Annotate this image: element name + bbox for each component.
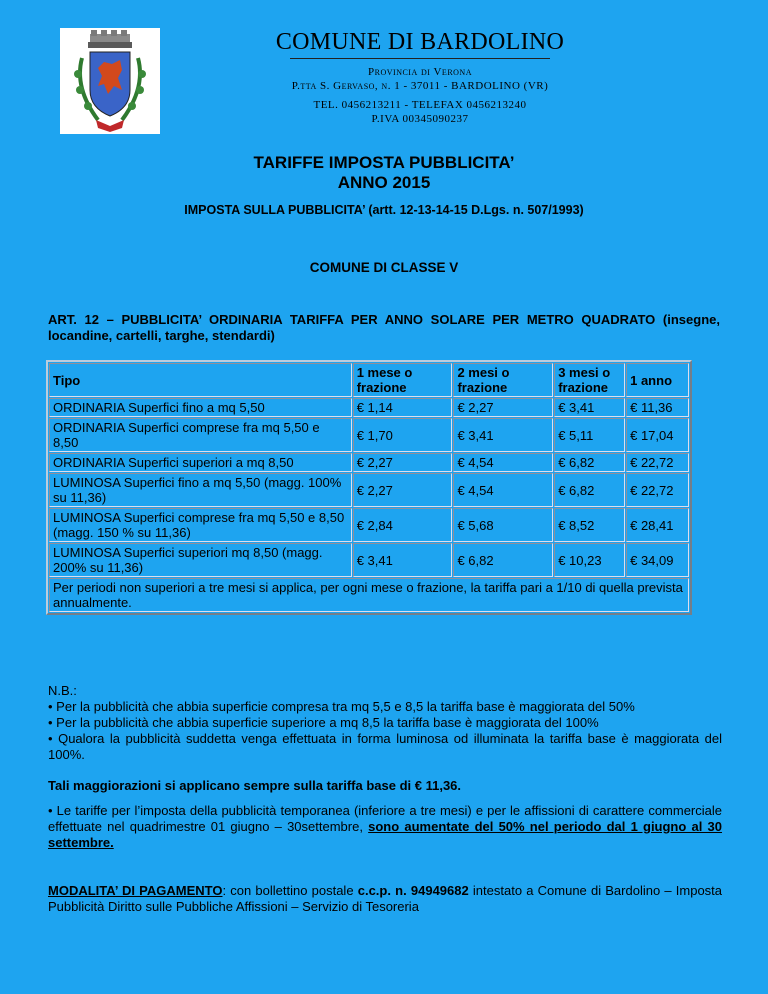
temporanea-text: • Le tariffe per l’imposta della pubblicità temporanea (inferiore a tre mesi) e per le affissioni di carattere commerciale effettuate nel quadrimestre 01 giugno – 30settembre,	[48, 803, 722, 834]
ccp-number: c.c.p. n. 94949682	[357, 883, 469, 898]
table-row	[49, 543, 689, 577]
letterhead	[200, 28, 640, 126]
document-title: TARIFFE IMPOSTA PUBBLICITA’	[253, 153, 515, 172]
temporanea-bold: sono aumentate del 50% nel periodo dal 1 giugno al 30 settembre.	[48, 819, 723, 850]
column-header: 1 anno	[626, 363, 689, 397]
table-cell: € 8,52	[554, 508, 625, 542]
table-cell: € 2,27	[353, 473, 453, 507]
table-cell: € 11,36	[626, 398, 689, 417]
pagamento-text2: intestato a Comune di Bardolino – Imposta Pubblicità Diritto sulle Pubbliche Affissioni – Servizio di Tesoreria	[48, 883, 723, 914]
provincia: Provincia di Verona	[368, 66, 472, 78]
document-year: ANNO 2015	[337, 173, 431, 192]
table-cell: LUMINOSA Superfici superiori mq 8,50 (magg. 200% su 11,36)	[49, 543, 352, 577]
pagamento-label: MODALITA’ DI PAGAMENTO	[48, 883, 223, 898]
table-row	[49, 418, 689, 452]
header-divider	[290, 58, 550, 59]
table-cell: € 1,70	[353, 418, 453, 452]
table-header-row	[49, 363, 689, 397]
table-cell: € 6,82	[554, 473, 625, 507]
table-cell: € 2,27	[453, 398, 553, 417]
table-cell: € 3,41	[554, 398, 625, 417]
document-subtitle: IMPOSTA SULLA PUBBLICITA’ (artt. 12-13-14-15 D.Lgs. n. 507/1993)	[184, 203, 584, 217]
table-cell: € 22,72	[626, 473, 689, 507]
table-cell: € 2,84	[353, 508, 453, 542]
art12-heading: ART. 12 – PUBBLICITA’ ORDINARIA TARIFFA PER ANNO SOLARE PER METRO QUADRATO (insegne, locandine, cartelli, targhe, stendardi)	[48, 312, 720, 343]
comune-name: COMUNE DI BARDOLINO	[275, 29, 565, 55]
pagamento-text1: : con bollettino postale	[222, 883, 358, 898]
table-cell: € 1,14	[353, 398, 453, 417]
table-cell: € 5,68	[453, 508, 553, 542]
table-cell: € 4,54	[453, 453, 553, 472]
table-cell: € 3,41	[353, 543, 453, 577]
table-cell: € 34,09	[626, 543, 689, 577]
table-row	[49, 473, 689, 507]
table-cell: € 5,11	[554, 418, 625, 452]
pagamento-note	[48, 883, 722, 915]
table-cell: € 6,82	[554, 453, 625, 472]
maggiorazioni-note: Tali maggiorazioni si applicano sempre sulla tariffa base di € 11,36.	[48, 778, 462, 793]
table-row	[49, 508, 689, 542]
table-cell: € 17,04	[626, 418, 689, 452]
address: P.tta S. Gervaso, n. 1 - 37011 - BARDOLINO (VR)	[291, 80, 549, 92]
table-cell: € 3,41	[453, 418, 553, 452]
table-cell: € 6,82	[453, 543, 553, 577]
column-header: 2 mesi o frazione	[453, 363, 553, 397]
table-cell: € 10,23	[554, 543, 625, 577]
comune-classe: COMUNE DI CLASSE V	[309, 260, 459, 275]
table-cell: ORDINARIA Superfici fino a mq 5,50	[49, 398, 352, 417]
nb-label: N.B.:	[48, 683, 77, 698]
table-footer-row	[49, 578, 689, 612]
table-cell: € 28,41	[626, 508, 689, 542]
nb-item: • Qualora la pubblicità suddetta venga effettuata in forma luminosa od illuminata la tariffa base è maggiorata del 100%.	[48, 731, 722, 762]
table-row	[49, 453, 689, 472]
table-cell: ORDINARIA Superfici comprese fra mq 5,50 e 8,50	[49, 418, 352, 452]
partita-iva: P.IVA 00345090237	[371, 113, 469, 125]
table-cell: LUMINOSA Superfici fino a mq 5,50 (magg. 100% su 11,36)	[49, 473, 352, 507]
table-footer-note: Per periodi non superiori a tre mesi si applica, per ogni mese o frazione, la tariffa pari a 1/10 di quella prevista annualmente.	[49, 578, 689, 612]
column-header: 3 mesi o frazione	[554, 363, 625, 397]
table-row	[49, 398, 689, 417]
coat-of-arms-icon	[60, 28, 160, 134]
nb-item: • Per la pubblicità che abbia superficie superiore a mq 8,5 la tariffa base è maggiorata del 100%	[48, 715, 599, 730]
notes-section	[48, 683, 722, 915]
column-header: Tipo	[49, 363, 352, 397]
table-cell: € 22,72	[626, 453, 689, 472]
table-cell: € 4,54	[453, 473, 553, 507]
nb-item: • Per la pubblicità che abbia superficie compresa tra mq 5,5 e 8,5 la tariffa base è maggiorata del 50%	[48, 699, 635, 714]
table-cell: LUMINOSA Superfici comprese fra mq 5,50 e 8,50 (magg. 150 % su 11,36)	[49, 508, 352, 542]
table-cell: € 2,27	[353, 453, 453, 472]
temporanea-note	[48, 803, 722, 851]
tariff-table	[46, 360, 692, 615]
table-cell: ORDINARIA Superfici superiori a mq 8,50	[49, 453, 352, 472]
telephone: TEL. 0456213211 - TELEFAX 0456213240	[313, 99, 527, 111]
column-header: 1 mese o frazione	[353, 363, 453, 397]
